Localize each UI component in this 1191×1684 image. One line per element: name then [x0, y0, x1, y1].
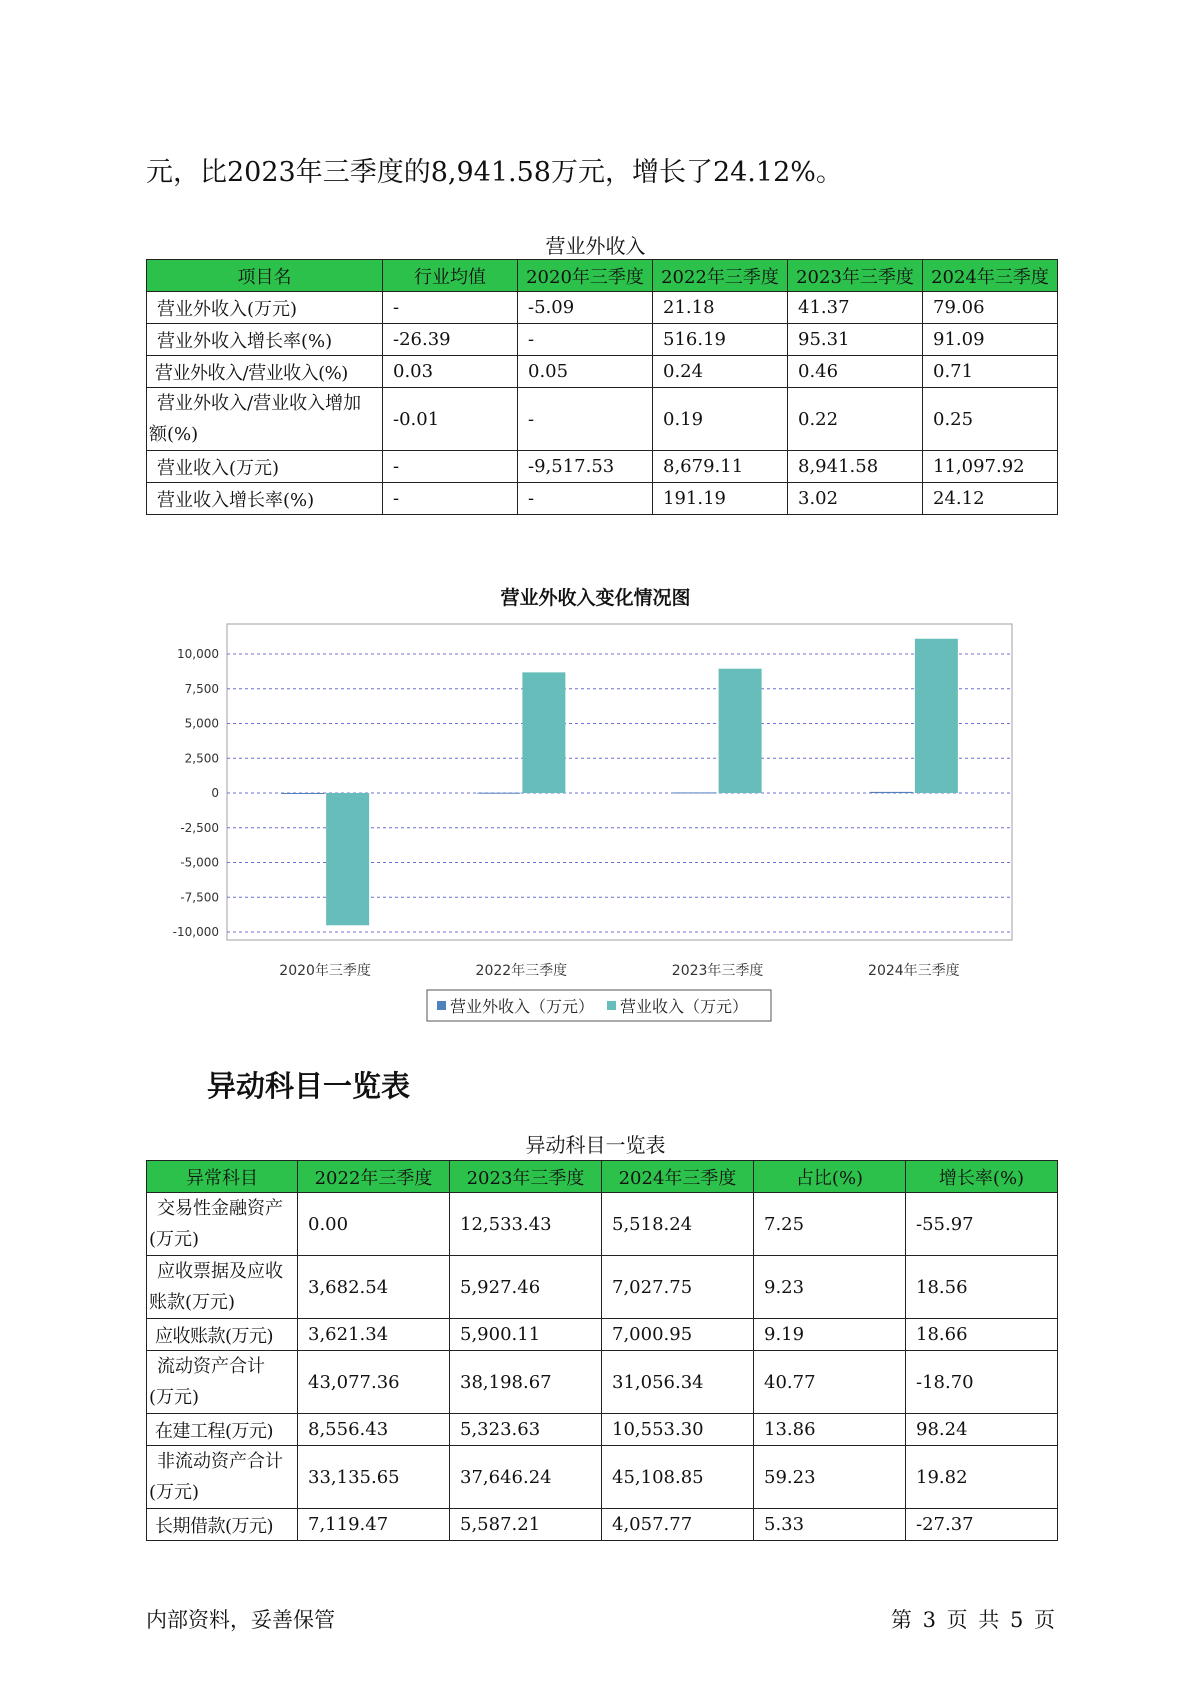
table-cell: - — [383, 451, 518, 483]
table-cell: 9.23 — [754, 1256, 906, 1319]
row-label: 交易性金融资产(万元) — [147, 1193, 298, 1256]
table-cell: 8,556.43 — [298, 1414, 450, 1446]
y-tick-label: -7,500 — [180, 890, 219, 905]
table-cell: 7.25 — [754, 1193, 906, 1256]
x-tick-label: 2022年三季度 — [475, 963, 568, 979]
intro-paragraph: 元，比2023年三季度的8,941.58万元，增长了24.12%。 — [146, 157, 843, 188]
table-cell: 91.09 — [923, 324, 1058, 356]
table-cell: 4,057.77 — [602, 1509, 754, 1541]
table-cell: 8,941.58 — [788, 451, 923, 483]
table-row — [147, 1256, 1058, 1319]
table-cell: 0.00 — [298, 1193, 450, 1256]
header-cell: 项目名 — [147, 260, 383, 292]
bar-nonoperating-income — [674, 792, 717, 793]
row-label: 长期借款(万元) — [147, 1509, 298, 1541]
header-cell: 2023年三季度 — [450, 1161, 602, 1193]
table-cell: 0.19 — [653, 388, 788, 451]
legend-swatch — [437, 1001, 446, 1010]
table-cell: 18.66 — [906, 1319, 1058, 1351]
header-cell: 2022年三季度 — [653, 260, 788, 292]
header-cell: 2024年三季度 — [923, 260, 1058, 292]
header-cell: 增长率(%) — [906, 1161, 1058, 1193]
table-cell: 79.06 — [923, 292, 1058, 324]
y-tick-label: 0 — [211, 786, 219, 800]
bar-operating-revenue — [522, 672, 565, 793]
legend-swatch — [607, 1001, 616, 1010]
table-cell: 0.03 — [383, 356, 518, 388]
header-cell: 占比(%) — [754, 1161, 906, 1193]
header-cell: 2022年三季度 — [298, 1161, 450, 1193]
table-cell: 8,679.11 — [653, 451, 788, 483]
table-row — [147, 1414, 1058, 1446]
y-tick-label: -2,500 — [180, 820, 219, 835]
table-cell: 0.22 — [788, 388, 923, 451]
table-cell: 5,927.46 — [450, 1256, 602, 1319]
table-cell: 40.77 — [754, 1351, 906, 1414]
table-cell: 21.18 — [653, 292, 788, 324]
header-cell: 2020年三季度 — [518, 260, 653, 292]
table-cell: 12,533.43 — [450, 1193, 602, 1256]
table-cell: 41.37 — [788, 292, 923, 324]
table-cell: 5,323.63 — [450, 1414, 602, 1446]
table-cell: 0.71 — [923, 356, 1058, 388]
x-tick-label: 2024年三季度 — [868, 963, 960, 979]
table-row — [147, 1193, 1058, 1256]
section-heading: 异动科目一览表 — [207, 1069, 411, 1103]
row-label: 非流动资产合计(万元) — [147, 1446, 298, 1509]
table-cell: -27.37 — [906, 1509, 1058, 1541]
row-label: 应收账款(万元) — [147, 1319, 298, 1351]
table-cell: 37,646.24 — [450, 1446, 602, 1509]
table-cell: 38,198.67 — [450, 1351, 602, 1414]
table-cell: - — [383, 292, 518, 324]
legend-label: 营业收入（万元） — [620, 997, 749, 1016]
y-tick-label: -5,000 — [180, 855, 219, 870]
footer-page-number: 第 3 页 共 5 页 — [890, 1608, 1055, 1632]
bar-operating-revenue — [915, 639, 958, 793]
table-cell: -5.09 — [518, 292, 653, 324]
table-cell: -55.97 — [906, 1193, 1058, 1256]
table-cell: -26.39 — [383, 324, 518, 356]
table-row — [147, 1351, 1058, 1414]
table-cell: 5,518.24 — [602, 1193, 754, 1256]
table-cell: 13.86 — [754, 1414, 906, 1446]
table-cell: 3,682.54 — [298, 1256, 450, 1319]
bar-operating-revenue — [326, 793, 369, 925]
table-cell: -9,517.53 — [518, 451, 653, 483]
table-cell: 0.25 — [923, 388, 1058, 451]
row-label: 营业外收入(万元) — [147, 292, 383, 324]
x-tick-label: 2023年三季度 — [671, 963, 764, 979]
table2-caption: 异动科目一览表 — [525, 1133, 666, 1157]
bar-nonoperating-income — [281, 793, 324, 794]
header-cell: 行业均值 — [383, 260, 518, 292]
table-cell: 98.24 — [906, 1414, 1058, 1446]
table1-caption: 营业外收入 — [545, 234, 646, 258]
table-cell: 0.05 — [518, 356, 653, 388]
bar-nonoperating-income — [477, 793, 520, 794]
table-cell: 7,000.95 — [602, 1319, 754, 1351]
table-cell: - — [518, 388, 653, 451]
table-cell: 3.02 — [788, 483, 923, 515]
table-cell: 0.46 — [788, 356, 923, 388]
row-label: 应收票据及应收账款(万元) — [147, 1256, 298, 1319]
table-cell: 19.82 — [906, 1446, 1058, 1509]
table-cell: 5.33 — [754, 1509, 906, 1541]
table-cell: 95.31 — [788, 324, 923, 356]
row-label: 在建工程(万元) — [147, 1414, 298, 1446]
table-cell: 7,119.47 — [298, 1509, 450, 1541]
table-cell: - — [383, 483, 518, 515]
table-cell: 24.12 — [923, 483, 1058, 515]
table-cell: 31,056.34 — [602, 1351, 754, 1414]
row-label: 营业外收入增长率(%) — [147, 324, 383, 356]
anomaly-table — [146, 1160, 1058, 1541]
row-label: 营业外收入/营业收入增加额(%) — [147, 388, 383, 451]
footer-confidential: 内部资料，妥善保管 — [146, 1608, 335, 1632]
row-label: 营业收入(万元) — [147, 451, 383, 483]
y-tick-label: 7,500 — [184, 681, 219, 696]
header-cell: 2023年三季度 — [788, 260, 923, 292]
table-cell: 59.23 — [754, 1446, 906, 1509]
table-cell: 0.24 — [653, 356, 788, 388]
table-cell: 3,621.34 — [298, 1319, 450, 1351]
table-row — [147, 1446, 1058, 1509]
table-cell: 5,587.21 — [450, 1509, 602, 1541]
row-label: 营业收入增长率(%) — [147, 483, 383, 515]
table-cell: 43,077.36 — [298, 1351, 450, 1414]
table-cell: -18.70 — [906, 1351, 1058, 1414]
table-cell: 516.19 — [653, 324, 788, 356]
table-cell: - — [518, 483, 653, 515]
table-cell: 5,900.11 — [450, 1319, 602, 1351]
bar-nonoperating-income — [870, 792, 913, 793]
legend-label: 营业外收入（万元） — [450, 997, 595, 1016]
row-label: 流动资产合计(万元) — [147, 1351, 298, 1414]
table-row — [147, 1319, 1058, 1351]
x-tick-label: 2020年三季度 — [279, 963, 371, 979]
header-cell: 2024年三季度 — [602, 1161, 754, 1193]
table-cell: - — [518, 324, 653, 356]
table-cell: -0.01 — [383, 388, 518, 451]
y-tick-label: -10,000 — [172, 925, 219, 939]
table-header-row — [147, 1161, 1058, 1193]
table-cell: 191.19 — [653, 483, 788, 515]
y-tick-label: 2,500 — [184, 751, 219, 766]
table-cell: 9.19 — [754, 1319, 906, 1351]
bar-operating-revenue — [719, 669, 762, 793]
header-cell: 异常科目 — [147, 1161, 298, 1193]
row-label: 营业外收入/营业收入(%) — [147, 356, 383, 388]
table-cell: 45,108.85 — [602, 1446, 754, 1509]
table-cell: 11,097.92 — [923, 451, 1058, 483]
table-cell: 33,135.65 — [298, 1446, 450, 1509]
table-row — [147, 1509, 1058, 1541]
table-cell: 10,553.30 — [602, 1414, 754, 1446]
table-cell: 7,027.75 — [602, 1256, 754, 1319]
y-tick-label: 10,000 — [177, 647, 219, 661]
chart-title: 营业外收入变化情况图 — [500, 587, 691, 609]
y-tick-label: 5,000 — [184, 716, 219, 731]
table-cell: 18.56 — [906, 1256, 1058, 1319]
